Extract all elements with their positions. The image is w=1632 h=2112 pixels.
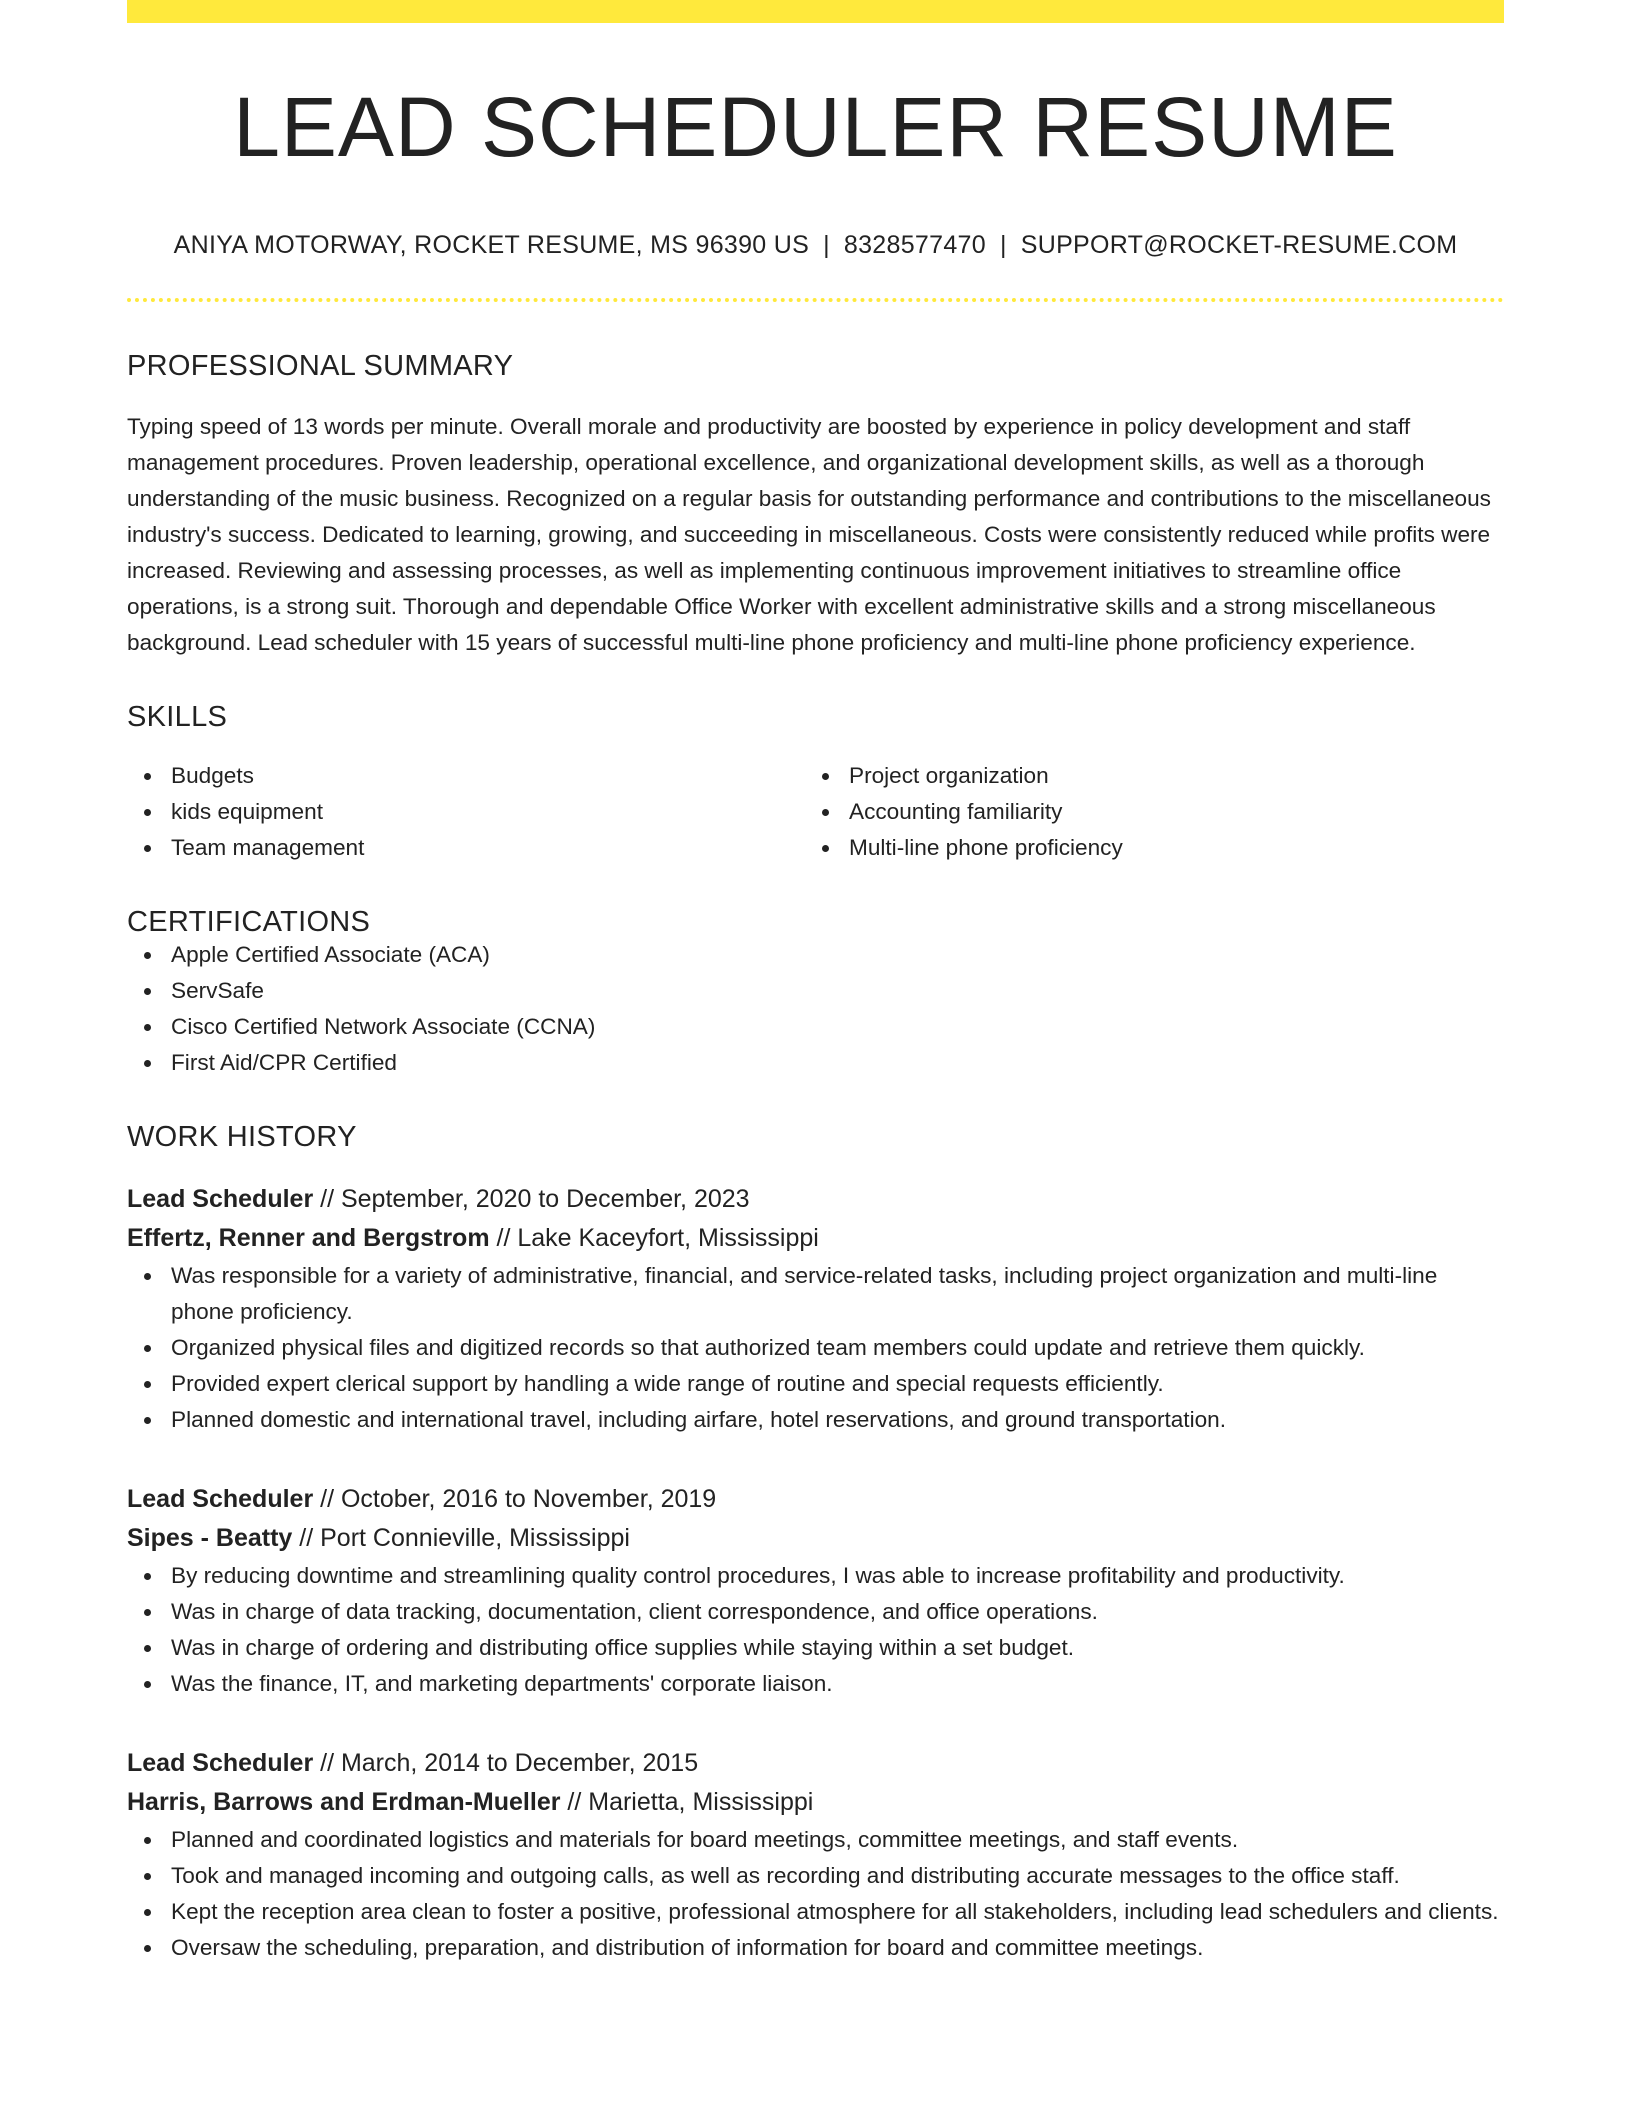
job-duty-item: Took and managed incoming and outgoing calls, as well as recording and distributing accurate messages to the office staff. — [127, 1858, 1504, 1894]
skill-item: Multi-line phone proficiency — [805, 830, 1483, 866]
skill-item: Accounting familiarity — [805, 794, 1483, 830]
header-divider — [127, 298, 1504, 302]
job-company: Effertz, Renner and Bergstrom — [127, 1224, 490, 1252]
contact-phone: 8328577470 — [843, 231, 986, 259]
job-dates: // October, 2016 to November, 2019 — [313, 1485, 717, 1513]
skill-item: Team management — [127, 830, 805, 866]
job-duty-item: Kept the reception area clean to foster a positive, professional atmosphere for all stakeholders, including lead schedulers and clients. — [127, 1894, 1504, 1930]
job-location: // Marietta, Mississippi — [560, 1788, 814, 1816]
job-title: Lead Scheduler — [127, 1749, 314, 1777]
summary-heading: PROFESSIONAL SUMMARY — [127, 350, 514, 382]
resume-page — [127, 0, 1504, 1966]
job-title-line — [127, 1180, 1504, 1219]
job-duties-list — [127, 1558, 1504, 1702]
job-duties-list — [127, 1822, 1504, 1966]
job-company-line — [127, 1783, 1504, 1822]
skills-list-left — [127, 758, 805, 866]
contact-address: ANIYA MOTORWAY, ROCKET RESUME, MS 96390 US — [173, 231, 810, 259]
job-entry — [127, 1480, 1504, 1702]
job-duty-item: Organized physical files and digitized records so that authorized team members could update and retrieve them quickly. — [127, 1330, 1504, 1366]
job-entry — [127, 1180, 1504, 1438]
job-duty-item: Was the finance, IT, and marketing departments' corporate liaison. — [127, 1666, 1504, 1702]
skill-item: kids equipment — [127, 794, 805, 830]
job-title-line — [127, 1744, 1504, 1783]
skills-heading: SKILLS — [127, 701, 228, 733]
skill-item: Budgets — [127, 758, 805, 794]
top-accent-bar — [127, 0, 1504, 23]
job-company: Sipes - Beatty — [127, 1524, 293, 1552]
job-duty-item: Provided expert clerical support by handling a wide range of routine and special requests efficiently. — [127, 1366, 1504, 1402]
job-duty-item: By reducing downtime and streamlining quality control procedures, I was able to increase profitability and productivity. — [127, 1558, 1504, 1594]
job-duty-item: Planned and coordinated logistics and materials for board meetings, committee meetings, and staff events. — [127, 1822, 1504, 1858]
job-title: Lead Scheduler — [127, 1485, 314, 1513]
job-location: // Port Connieville, Mississippi — [292, 1524, 630, 1552]
certifications-list — [127, 937, 1504, 1081]
skills-columns — [127, 758, 1504, 866]
job-dates: // September, 2020 to December, 2023 — [313, 1185, 750, 1213]
job-title-line — [127, 1480, 1504, 1519]
certification-item: Apple Certified Associate (ACA) — [127, 937, 1504, 973]
job-company-line — [127, 1219, 1504, 1258]
certification-item: First Aid/CPR Certified — [127, 1045, 1504, 1081]
job-duty-item: Was in charge of data tracking, documentation, client correspondence, and office operations. — [127, 1594, 1504, 1630]
job-company-line — [127, 1519, 1504, 1558]
job-location: // Lake Kaceyfort, Mississippi — [489, 1224, 819, 1252]
summary-text: Typing speed of 13 words per minute. Overall morale and productivity are boosted by experience in policy development and staff management procedures. Proven leadership, operational excellence, and organizational development skills, as well as a thorough understanding of the music business. Recognized on a regular basis for outstanding performance and contributions to the miscellaneous industry's success. Dedicated to learning, growing, and succeeding in miscellaneous. Costs were consistently reduced while profits were increased. Reviewing and assessing processes, as well as implementing continuous improvement initiatives to streamline office operations, is a strong suit. Thorough and dependable Office Worker with excellent administrative skills and a strong miscellaneous background. Lead scheduler with 15 years of successful multi-line phone proficiency and multi-line phone proficiency experience. — [127, 414, 1491, 655]
resume-title: LEAD SCHEDULER RESUME — [233, 80, 1398, 174]
job-duty-item: Was in charge of ordering and distributing office supplies while staying within a set budget. — [127, 1630, 1504, 1666]
contact-separator: | — [999, 231, 1007, 259]
contact-line — [127, 233, 1504, 258]
certification-item: ServSafe — [127, 973, 1504, 1009]
contact-separator: | — [823, 231, 830, 259]
job-duty-item: Planned domestic and international travel, including airfare, hotel reservations, and ground transportation. — [127, 1402, 1504, 1438]
skills-list-right — [805, 758, 1483, 866]
job-dates: // March, 2014 to December, 2015 — [313, 1749, 699, 1777]
skill-item: Project organization — [805, 758, 1483, 794]
job-duty-item: Oversaw the scheduling, preparation, and distribution of information for board and committee meetings. — [127, 1930, 1504, 1966]
certification-item: Cisco Certified Network Associate (CCNA) — [127, 1009, 1504, 1045]
job-duty-item: Was responsible for a variety of administrative, financial, and service-related tasks, including project organization and multi-line phone proficiency. — [127, 1258, 1504, 1330]
job-company: Harris, Barrows and Erdman-Mueller — [127, 1788, 561, 1816]
contact-email: SUPPORT@ROCKET-RESUME.COM — [1020, 231, 1458, 259]
job-entry — [127, 1744, 1504, 1966]
job-title: Lead Scheduler — [127, 1185, 314, 1213]
certifications-heading: CERTIFICATIONS — [127, 906, 371, 938]
job-duties-list — [127, 1258, 1504, 1438]
work-history-heading: WORK HISTORY — [127, 1121, 357, 1153]
